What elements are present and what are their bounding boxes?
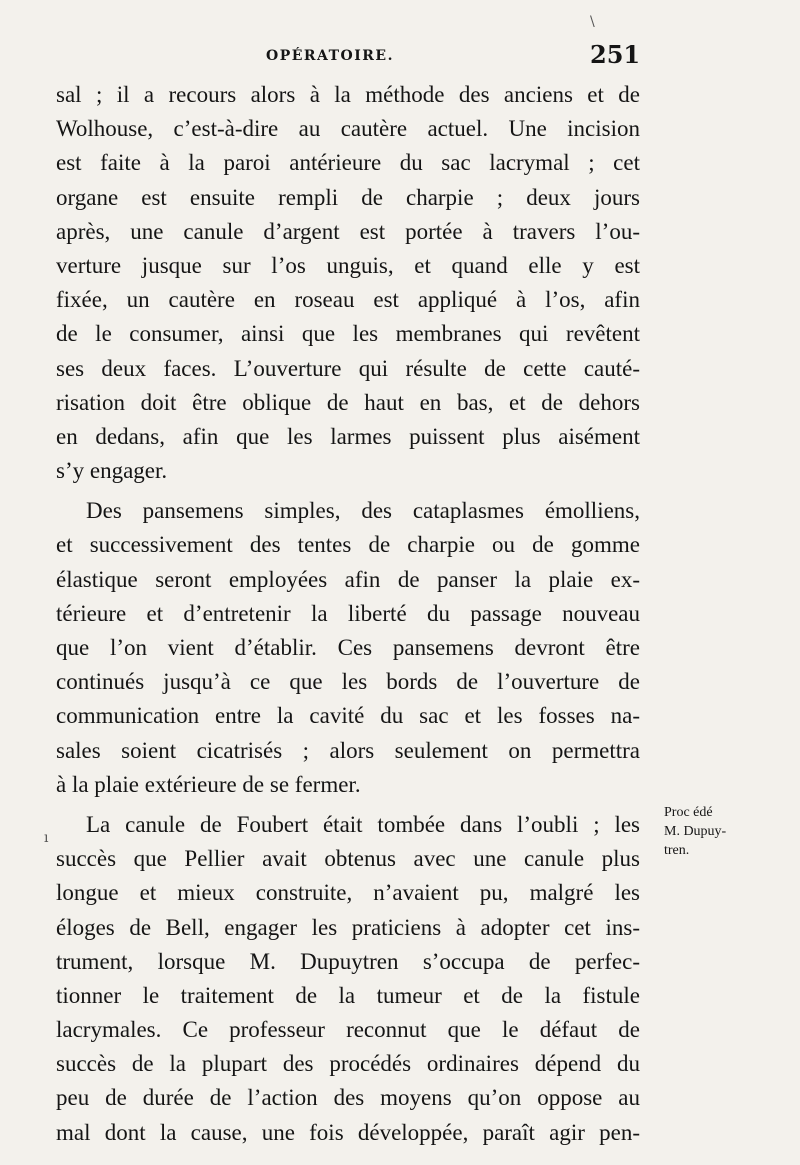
paragraph [56, 78, 640, 488]
text-line: sales soient cicatrisés ; alors seulement on permettra [56, 737, 640, 763]
text-line: éloges de Bell, engager les praticiens à adopter cet ins- [56, 914, 640, 940]
text-line: lacrymales. Ce professeur reconnut que le défaut de [56, 1017, 640, 1043]
page-number: 251 [590, 40, 641, 69]
text-line: que l’on vient d’établir. Ces pansemens devront être [56, 635, 640, 660]
text-line: fixée, un cautère en roseau est appliqué à l’os, afin [56, 287, 640, 313]
text-line: trument, lorsque M. Dupuytren s’occupa de perfec- [56, 948, 640, 974]
text-line: tionner le traitement de la tumeur et de la fistule [56, 982, 640, 1008]
running-title: OPÉRATOIRE. [266, 48, 394, 64]
text-line: continués jusqu’à ce que les bords de l’ouverture de [56, 669, 640, 695]
margin-note-line: Proc édé [664, 805, 713, 820]
text-line: longue et mieux construite, n’avaient pu, malgré les [56, 880, 640, 906]
text-line: de le consumer, ainsi que les membranes qui revêtent [56, 321, 640, 347]
text-line: à la plaie extérieure de se fermer. [56, 771, 361, 797]
page-mark: \ [590, 14, 595, 30]
text-line: mal dont la cause, une fois développée, paraît agir pen- [56, 1119, 640, 1145]
text-line: et successivement des tentes de charpie ou de gomme [56, 532, 640, 558]
paragraph [56, 494, 640, 802]
text-line: après, une canule d’argent est portée à travers l’ou- [56, 218, 640, 244]
paragraph [56, 808, 640, 1150]
text-line: verture jusque sur l’os unguis, et quand elle y est [56, 252, 640, 278]
margin-note-line: tren. [664, 843, 690, 858]
text-line: sal ; il a recours alors à la méthode des anciens et de [56, 82, 640, 107]
text-line: La canule de Foubert était tombée dans l’oubli ; les [86, 811, 640, 837]
text-line: peu de durée de l’action des moyens qu’on oppose au [56, 1085, 640, 1111]
body-text [56, 78, 640, 1150]
margin-mark: ı [44, 830, 49, 846]
text-line: en dedans, afin que les larmes puissent plus aisément [56, 423, 640, 449]
text-line: s’y engager. [56, 458, 168, 484]
text-line: Des pansemens simples, des cataplasmes émolliens, [86, 498, 640, 524]
text-line: succès que Pellier avait obtenus avec une canule plus [56, 846, 640, 872]
text-line: Wolhouse, c’est-à-dire au cautère actuel. Une incision [56, 116, 640, 142]
text-line: succès de la plupart des procédés ordinaires dépend du [56, 1051, 640, 1077]
text-line: térieure et d’entretenir la liberté du passage nouveau [56, 600, 640, 626]
text-line: communication entre la cavité du sac et les fosses na- [56, 703, 640, 729]
text-line: organe est ensuite rempli de charpie ; deux jours [56, 184, 640, 210]
text-line: risation doit être oblique de haut en bas, et de dehors [56, 389, 640, 415]
text-line: ses deux faces. L’ouverture qui résulte de cette cauté- [56, 355, 640, 381]
margin-note [664, 803, 784, 860]
text-line: est faite à la paroi antérieure du sac lacrymal ; cet [56, 150, 640, 176]
margin-note-line: M. Dupuy- [664, 824, 727, 839]
text-line: élastique seront employées afin de panser la plaie ex- [56, 566, 640, 592]
